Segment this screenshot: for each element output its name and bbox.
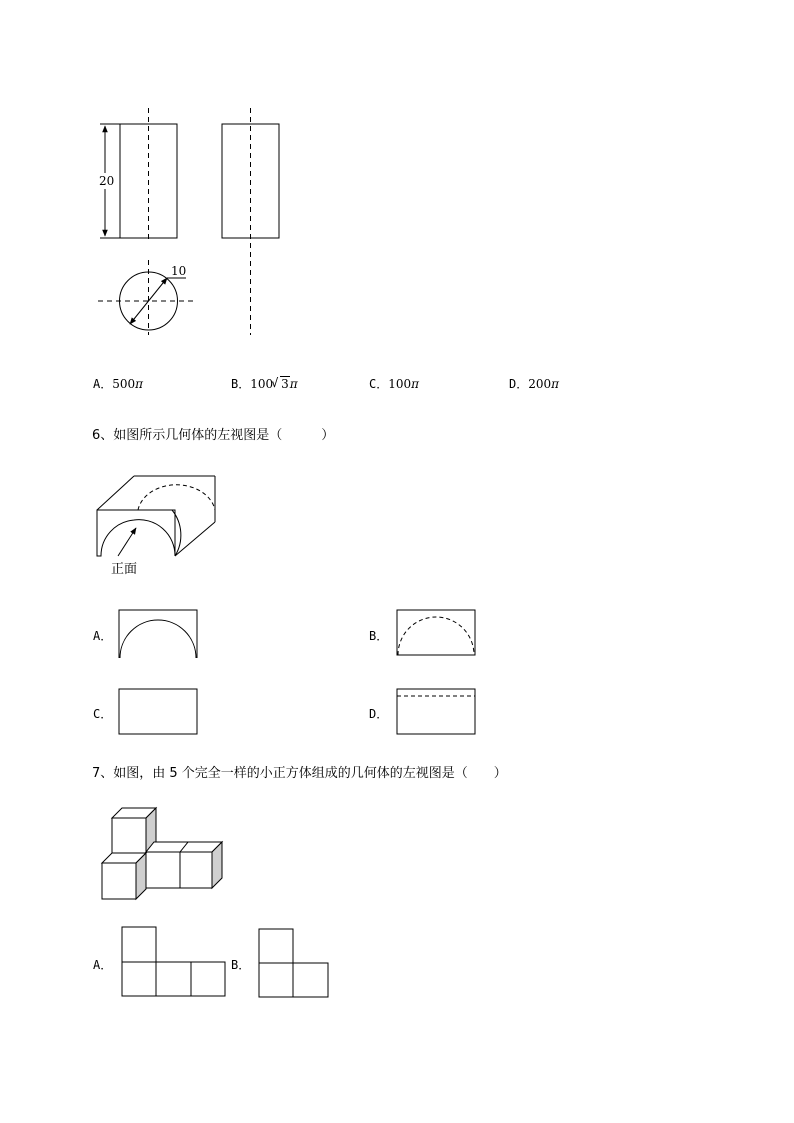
q6-option-c-view[interactable] — [118, 688, 198, 736]
q5-three-view-figure — [90, 100, 300, 345]
q7-option-b-view[interactable] — [258, 928, 330, 1000]
q5-option-a[interactable]: A．500π — [93, 377, 144, 391]
q6-option-d-label[interactable]: D． — [369, 707, 389, 721]
q6-question-text: 6、如图所示几何体的左视图是（ ） — [92, 428, 335, 443]
q6-option-a-label[interactable]: A． — [93, 629, 113, 643]
q6-option-a-view[interactable] — [118, 609, 198, 659]
q6-option-b-view[interactable] — [396, 609, 476, 657]
q5-height-label: 20 — [99, 174, 115, 188]
q6-option-d-view[interactable] — [396, 688, 476, 736]
q6-option-b-label[interactable]: B． — [369, 629, 389, 643]
q7-option-b-label[interactable]: B． — [231, 958, 251, 972]
q5-option-b[interactable]: B．100√ 3π — [231, 375, 298, 392]
q7-option-a-view[interactable] — [121, 926, 227, 998]
q6-front-arrow — [118, 528, 136, 556]
q6-front-label: 正面 — [111, 562, 138, 577]
q7-question-text: 7、如图，由 5 个完全一样的小正方体组成的几何体的左视图是（ ） — [92, 766, 507, 781]
q5-option-c[interactable]: C．100π — [369, 377, 420, 391]
q7-option-a-label[interactable]: A． — [93, 958, 113, 972]
q6-option-c-label[interactable]: C． — [93, 707, 113, 721]
q7-cubes-figure — [100, 806, 225, 901]
sqrt-symbol: √ 3 — [273, 377, 290, 391]
q5-option-d[interactable]: D．200π — [509, 377, 560, 391]
q5-diameter-label: 10 — [171, 264, 187, 278]
